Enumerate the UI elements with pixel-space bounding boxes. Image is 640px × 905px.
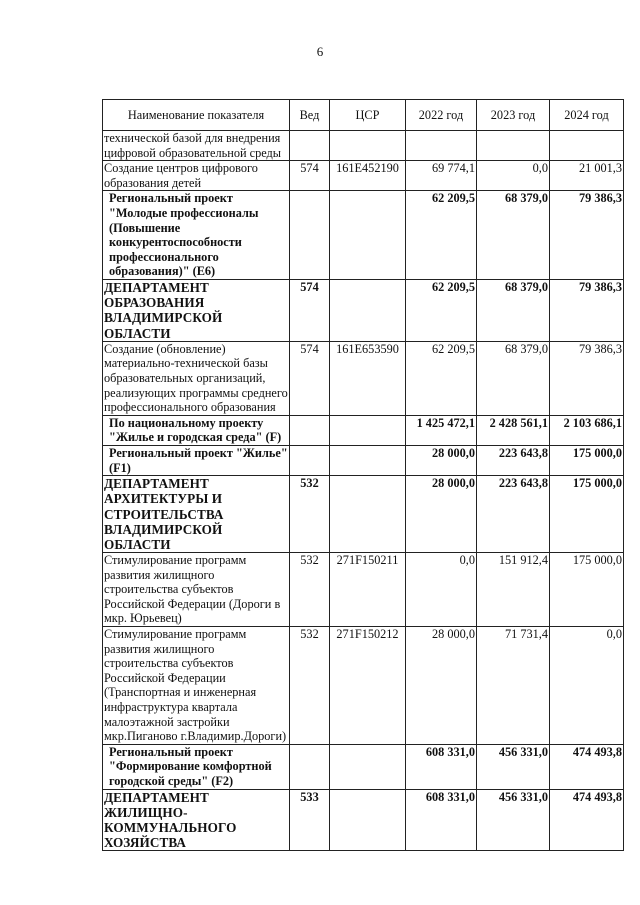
table-row bbox=[103, 161, 624, 191]
row-2024-cell: 175 000,0 bbox=[550, 476, 624, 553]
row-2023-cell: 456 331,0 bbox=[477, 789, 550, 851]
row-name-cell: ДЕПАРТАМЕНТ ОБРАЗОВАНИЯ ВЛАДИМИРСКОЙ ОБЛАСТИ bbox=[103, 279, 290, 341]
row-2024-cell: 79 386,3 bbox=[550, 191, 624, 280]
table-row bbox=[103, 553, 624, 627]
row-2024-cell: 2 103 686,1 bbox=[550, 415, 624, 445]
row-2023-cell bbox=[477, 131, 550, 161]
project-row bbox=[103, 191, 624, 280]
row-csr-cell: 271F150212 bbox=[330, 627, 406, 745]
row-csr-cell bbox=[330, 191, 406, 280]
row-ved-cell: 574 bbox=[290, 161, 330, 191]
row-name-cell: ДЕПАРТАМЕНТ АРХИТЕКТУРЫ И СТРОИТЕЛЬСТВА ВЛАДИМИРСКОЙ ОБЛАСТИ bbox=[103, 476, 290, 553]
national-project-row bbox=[103, 415, 624, 445]
row-ved-cell: 532 bbox=[290, 553, 330, 627]
row-csr-cell bbox=[330, 476, 406, 553]
budget-table bbox=[102, 99, 624, 851]
row-2023-cell: 456 331,0 bbox=[477, 744, 550, 789]
row-ved-cell: 574 bbox=[290, 279, 330, 341]
row-2024-cell: 474 493,8 bbox=[550, 789, 624, 851]
row-ved-cell bbox=[290, 744, 330, 789]
row-2023-cell: 2 428 561,1 bbox=[477, 415, 550, 445]
row-2022-cell: 62 209,5 bbox=[406, 341, 477, 415]
department-row bbox=[103, 279, 624, 341]
row-2023-cell: 223 643,8 bbox=[477, 445, 550, 475]
row-name-cell: Региональный проект "Формирование комфортной городской среды" (F2) bbox=[103, 744, 290, 789]
page-number: 6 bbox=[316, 44, 324, 59]
department-row bbox=[103, 476, 624, 553]
row-2022-cell: 62 209,5 bbox=[406, 191, 477, 280]
row-name-cell: технической базой для внедрения цифровой образовательной среды bbox=[103, 131, 290, 161]
row-csr-cell: 161E452190 bbox=[330, 161, 406, 191]
row-2024-cell: 474 493,8 bbox=[550, 744, 624, 789]
row-2022-cell: 28 000,0 bbox=[406, 627, 477, 745]
row-2023-cell: 68 379,0 bbox=[477, 341, 550, 415]
row-ved-cell: 532 bbox=[290, 627, 330, 745]
row-2022-cell: 608 331,0 bbox=[406, 744, 477, 789]
column-header-2024: 2024 год bbox=[550, 100, 624, 131]
row-2024-cell: 79 386,3 bbox=[550, 341, 624, 415]
row-ved-cell bbox=[290, 131, 330, 161]
row-2024-cell: 175 000,0 bbox=[550, 445, 624, 475]
row-csr-cell bbox=[330, 445, 406, 475]
row-name-cell: Стимулирование программ развития жилищного строительства субъектов Российской Федерации (Транспортная и инженерная инфраструктура квартала малоэтажной застройки мкр.Пиганово г.Владимир.Дороги) bbox=[103, 627, 290, 745]
row-name-cell: Региональный проект "Молодые профессионалы (Повышение конкурентоспособности профессионального образования)" (E6) bbox=[103, 191, 290, 280]
row-2022-cell: 28 000,0 bbox=[406, 476, 477, 553]
table-row bbox=[103, 627, 624, 745]
row-2022-cell: 1 425 472,1 bbox=[406, 415, 477, 445]
row-2022-cell: 0,0 bbox=[406, 553, 477, 627]
row-ved-cell: 574 bbox=[290, 341, 330, 415]
table-row bbox=[103, 341, 624, 415]
column-header-2023: 2023 год bbox=[477, 100, 550, 131]
row-2022-cell: 62 209,5 bbox=[406, 279, 477, 341]
department-row bbox=[103, 789, 624, 851]
row-2022-cell: 69 774,1 bbox=[406, 161, 477, 191]
row-2022-cell bbox=[406, 131, 477, 161]
table-row bbox=[103, 131, 624, 161]
row-name-cell: Создание (обновление) материально-технической базы образовательных организаций, реализующих программы среднего профессионального образования bbox=[104, 341, 288, 415]
row-ved-cell: 533 bbox=[290, 789, 330, 851]
column-header-name: Наименование показателя bbox=[103, 100, 290, 131]
row-2023-cell: 0,0 bbox=[477, 161, 550, 191]
project-row bbox=[103, 445, 624, 475]
row-2023-cell: 68 379,0 bbox=[477, 191, 550, 280]
table-header-row bbox=[103, 100, 624, 131]
row-name-cell: По национальному проекту "Жилье и городская среда" (F) bbox=[103, 415, 290, 445]
row-csr-cell: 271F150211 bbox=[330, 553, 406, 627]
column-header-2022: 2022 год bbox=[406, 100, 477, 131]
row-csr-cell: 161E653590 bbox=[330, 341, 406, 415]
row-csr-cell bbox=[330, 131, 406, 161]
row-ved-cell bbox=[290, 445, 330, 475]
row-csr-cell bbox=[330, 744, 406, 789]
row-2024-cell bbox=[550, 131, 624, 161]
project-row bbox=[103, 744, 624, 789]
table-body bbox=[103, 131, 624, 851]
row-name-cell: Региональный проект "Жилье" (F1) bbox=[103, 445, 290, 475]
column-header-ved: Вед bbox=[290, 100, 330, 131]
row-ved-cell bbox=[290, 415, 330, 445]
row-name-cell: ДЕПАРТАМЕНТ ЖИЛИЩНО-КОММУНАЛЬНОГО ХОЗЯЙСТВА bbox=[103, 789, 290, 851]
row-2023-cell: 68 379,0 bbox=[477, 279, 550, 341]
row-2024-cell: 79 386,3 bbox=[550, 279, 624, 341]
row-csr-cell bbox=[330, 279, 406, 341]
row-2023-cell: 223 643,8 bbox=[477, 476, 550, 553]
row-2023-cell: 151 912,4 bbox=[477, 553, 550, 627]
row-name-cell: Создание центров цифрового образования детей bbox=[103, 161, 290, 191]
row-name-cell: Стимулирование программ развития жилищного строительства субъектов Российской Федерации (Дороги в мкр. Юрьевец) bbox=[103, 553, 290, 627]
row-2024-cell: 0,0 bbox=[550, 627, 624, 745]
row-2022-cell: 608 331,0 bbox=[406, 789, 477, 851]
column-header-csr: ЦСР bbox=[330, 100, 406, 131]
row-2024-cell: 21 001,3 bbox=[550, 161, 624, 191]
row-2022-cell: 28 000,0 bbox=[406, 445, 477, 475]
row-ved-cell: 532 bbox=[290, 476, 330, 553]
row-2023-cell: 71 731,4 bbox=[477, 627, 550, 745]
row-csr-cell bbox=[330, 789, 406, 851]
row-ved-cell bbox=[290, 191, 330, 280]
row-2024-cell: 175 000,0 bbox=[550, 553, 624, 627]
row-csr-cell bbox=[330, 415, 406, 445]
